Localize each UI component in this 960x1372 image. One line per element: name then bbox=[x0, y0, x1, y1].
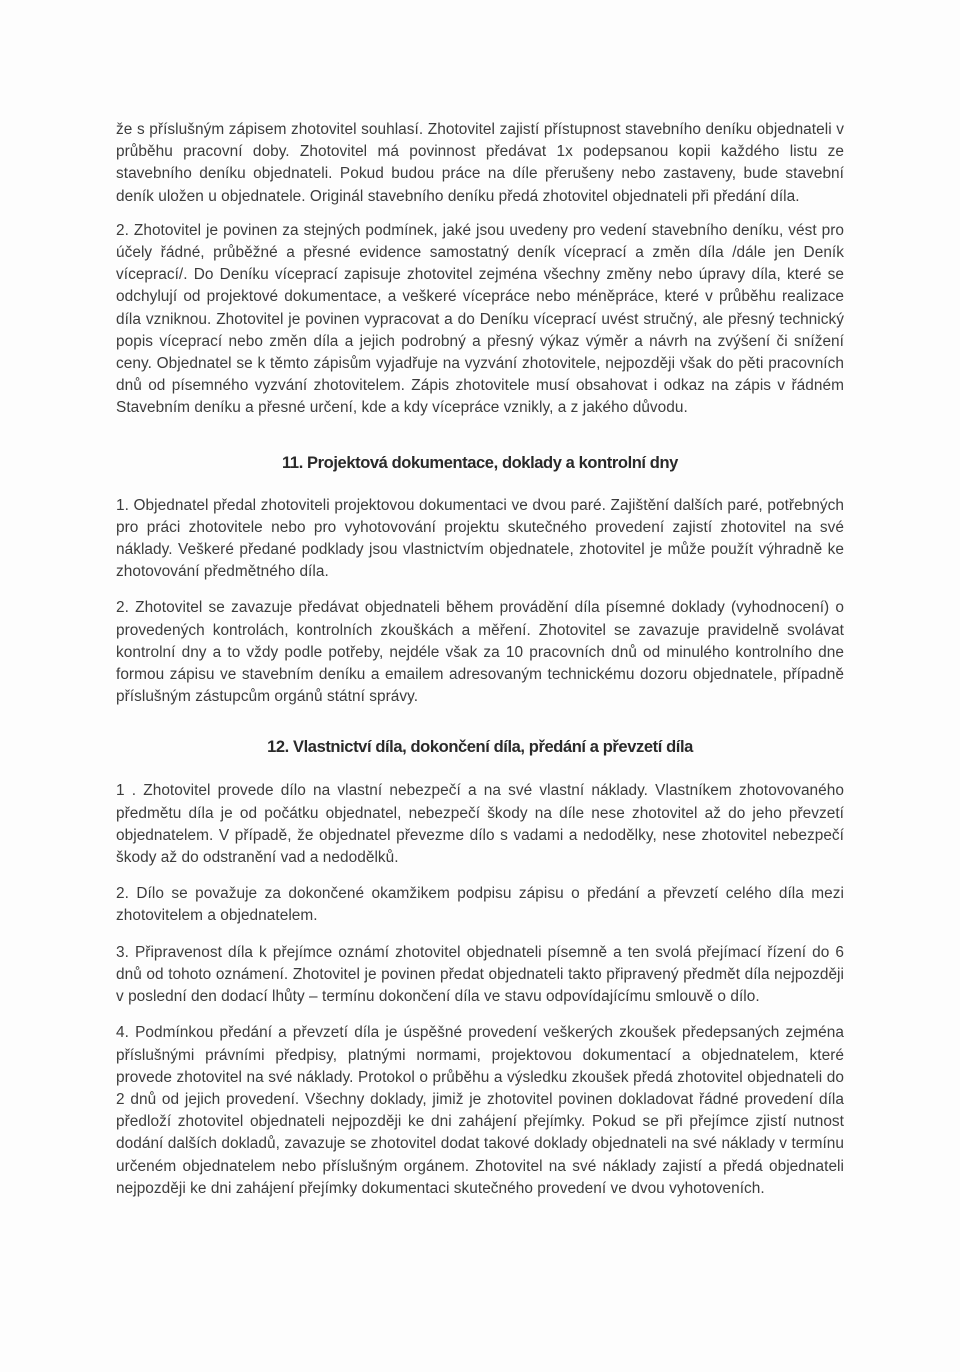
section-12-heading: 12. Vlastnictví díla, dokončení díla, předání a převzetí díla bbox=[267, 738, 693, 757]
section-12-item-1: 1 . Zhotovitel provede dílo na vlastní nebezpečí a na své vlastní náklady. Vlastníkem zhotovovaného předmětu díla je od počátku objednatel, nebezpečí škody na díle nese zhotovitel až do jeho převzetí objednatelem. V případě, že objednatel převezme dílo s vadami a nedodělky, nese zhotovitel nebezpečí škody až do odstranění vad a nedodělků. bbox=[116, 782, 844, 867]
section-11-item-1: 1. Objednatel předal zhotoviteli projektovou dokumentaci ve dvou paré. Zajištění dalších paré, potřebných pro práci zhotovitele nebo pro vyhotovování projektu skutečného provedení zajistí zhotovitel na své náklady. Veškeré předané podklady jsou vlastnictvím objednatele, zhotovitel je může použít výhradně ke zhotovování předmětného díla. bbox=[116, 496, 844, 581]
section-11-heading: 11. Projektová dokumentace, doklady a kontrolní dny bbox=[282, 453, 678, 472]
paragraph-10-2: 2. Zhotovitel je povinen za stejných podmínek, jaké jsou uvedeny pro vedení stavebního deníku, vést pro účely řádné, průběžné a přesné evidence samostatný deník víceprací a změn díla /dále jen Deník víceprací/. Do Deníku víceprací zapisuje zhotovitel zejména všechny změny nebo úpravy díla, které se odchylují od projektové dokumentace, a veškeré vícepráce nebo méněpráce, které v průběhu realizace díla vzniknou. Zhotovitel je povinen vypracovat a do Deníku víceprací uvést stručný, ale přesný technický popis víceprací nebo změn díla a jejich podrobný a přesný výkaz výměr a návrh na zvýšení či snížení ceny. Objednatel se k těmto zápisům vyjadřuje na vyzvání zhotovitele, nejpozději však do pěti pracovních dnů od písemného vyzvání zhotovitelem. Zápis zhotovitele musí obsahovat i odkaz na zápis v řádném Stavebním deníku a přesné určení, kde a kdy vícepráce vznikly, a z jakého důvodu. bbox=[116, 221, 844, 417]
section-12-item-2: 2. Dílo se považuje za dokončené okamžikem podpisu zápisu o předání a převzetí celého díla mezi zhotovitelem a objednatelem. bbox=[116, 885, 844, 925]
section-11-item-2: 2. Zhotovitel se zavazuje předávat objednateli během provádění díla písemné doklady (vyhodnocení) o provedených kontrolách, kontrolních zkouškách a měření. Zhotovitel se zavazuje pravidelně svolávat kontrolní dny a to vždy podle potřeby, nejdéle však za 10 pracovních dnů od minulého kontrolního dne formou zápisu ve stavebním deníku a emailem adresovaným technickému dozoru objednatele, případně příslušným zástupcům orgánů státní správy. bbox=[116, 599, 844, 706]
section-12-item-4: 4. Podmínkou předání a převzetí díla je úspěšné provedení veškerých zkoušek předepsaných zejména příslušnými právními předpisy, platnými normami, projektovou dokumentací a objednatelem, které provede zhotovitel na své náklady. Protokol o průběhu a výsledku zkoušek předá zhotovitel objednateli do 2 dnů od jejich provedení. Všechny doklady, jimiž je zhotovitel povinen dokladovat řádné provedení díla předloží zhotovitel objednateli nejpozději ke dni zahájení přejímky. Pokud se při přejímce zjistí nutnost dodání dalších dokladů, zavazuje se zhotovitel dodat takové doklady objednateli na své náklady v termínu určeném objednatelem nebo příslušným orgánem. Zhotovitel na své náklady zajistí a předá objednateli nejpozději ke dni zahájení přejímky dokumentaci skutečného provedení ve dvou vyhotoveních. bbox=[116, 1024, 844, 1197]
section-12-item-3: 3. Připravenost díla k přejímce oznámí zhotovitel objednateli písemně a ten svolá přejímací řízení do 6 dnů od tohoto oznámení. Zhotovitel je povinen předat objednateli takto připravený předmět díla nejpozději v poslední den dodací lhůty – termínu dokončení díla ve stavu odpovídajícímu smlouvě o dílo. bbox=[116, 943, 844, 1006]
intro-paragraph: že s příslušným zápisem zhotovitel souhlasí. Zhotovitel zajistí přístupnost stavebního deníku objednateli v průběhu pracovní doby. Zhotovitel má povinnost předávat 1x podepsanou kopii každého listu ze stavebního deníku objednateli. Pokud budou práce na díle přerušeny nebo zastaveny, bude stavební deník uložen u objednatele. Originál stavebního deníku předá zhotovitel objednateli při předání díla. bbox=[116, 121, 844, 205]
